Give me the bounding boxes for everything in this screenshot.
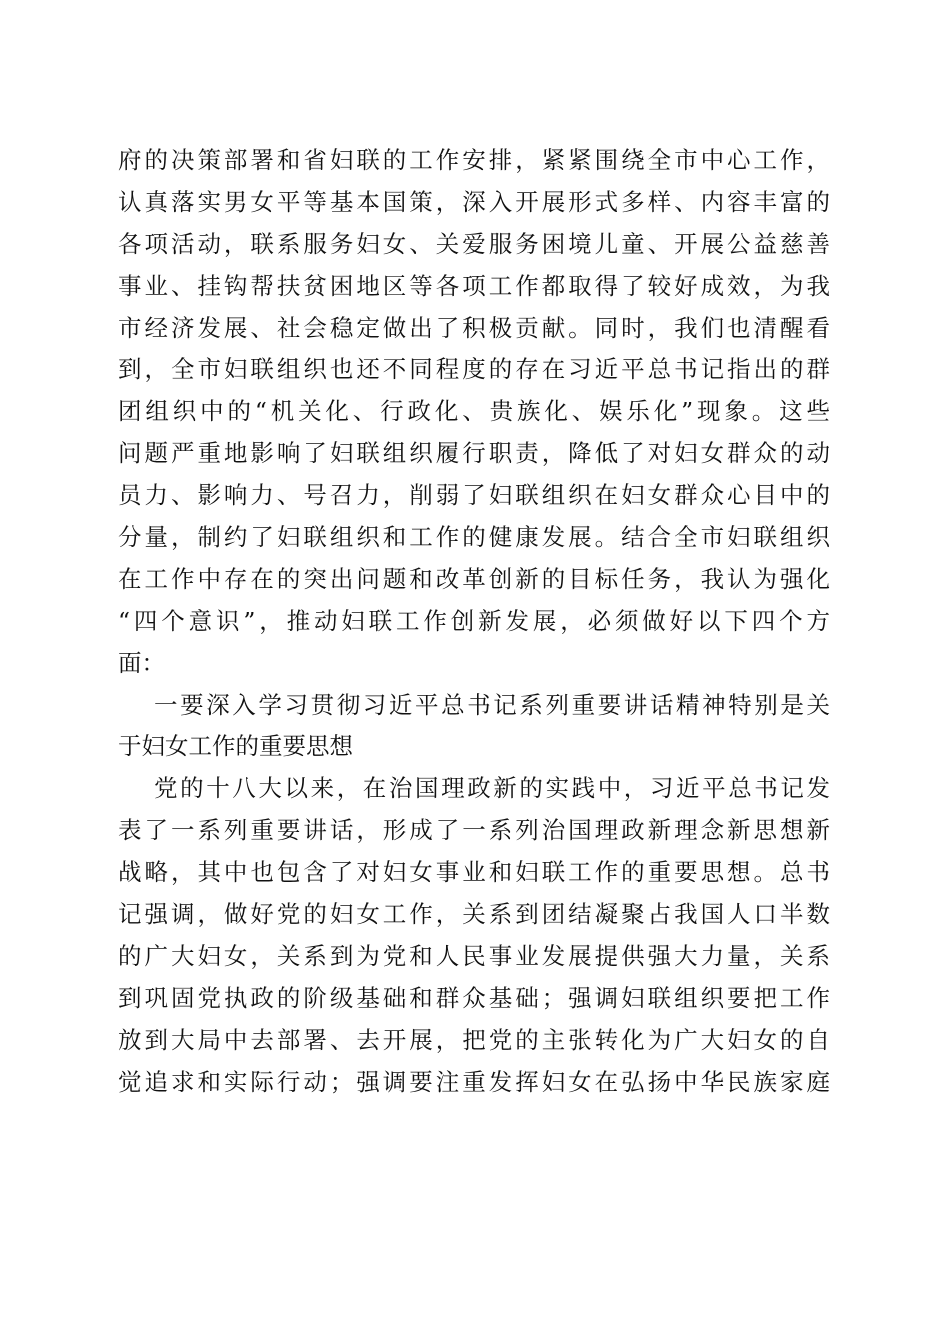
text-line: “四个意识”，推动妇联工作创新发展，必须做好以下四个方	[118, 606, 830, 635]
text-line: 到巩固党执政的阶级基础和群众基础；强调妇联组织要把工作	[118, 983, 830, 1012]
heading-line: 一要深入学习贯彻习近平总书记系列重要讲话精神特别是关	[154, 690, 830, 719]
text-line: 在工作中存在的突出问题和改革创新的目标任务，我认为强化	[118, 564, 830, 593]
text-line: 觉追求和实际行动；强调要注重发挥妇女在弘扬中华民族家庭	[118, 1067, 830, 1096]
text-line: 的广大妇女，关系到为党和人民事业发展提供强大力量，关系	[118, 941, 830, 970]
text-line: 表了一系列重要讲话，形成了一系列治国理政新理念新思想新	[118, 816, 830, 845]
paragraph	[118, 140, 830, 685]
text-line: 面：	[118, 648, 165, 677]
text-line: 认真落实男女平等基本国策，深入开展形式多样、内容丰富的	[118, 187, 830, 216]
text-line: 问题严重地影响了妇联组织履行职责，降低了对妇女群众的动	[118, 439, 830, 468]
paragraph	[118, 768, 830, 1103]
document-body	[118, 140, 830, 1103]
text-line: 记强调，做好党的妇女工作，关系到团结凝聚占我国人口半数	[118, 900, 830, 929]
text-line: 团组织中的“机关化、行政化、贵族化、娱乐化”现象。这些	[118, 397, 830, 426]
text-line: 府的决策部署和省妇联的工作安排，紧紧围绕全市中心工作，	[118, 146, 830, 174]
text-line: 各项活动，联系服务妇女、关爱服务困境儿童、开展公益慈善	[118, 229, 830, 258]
text-line: 市经济发展、社会稳定做出了积极贡献。同时，我们也清醒看	[118, 313, 830, 342]
heading-line: 于妇女工作的重要思想	[118, 732, 353, 761]
text-line: 战略，其中也包含了对妇女事业和妇联工作的重要思想。总书	[118, 858, 830, 887]
text-line: 党的十八大以来，在治国理政新的实践中，习近平总书记发	[154, 774, 830, 803]
text-line: 放到大局中去部署、去开展，把党的主张转化为广大妇女的自	[118, 1025, 830, 1054]
section-heading	[118, 685, 830, 769]
text-line: 员力、影响力、号召力，削弱了妇联组织在妇女群众心目中的	[118, 481, 830, 510]
text-line: 分量，制约了妇联组织和工作的健康发展。结合全市妇联组织	[118, 523, 830, 552]
text-line: 事业、挂钩帮扶贫困地区等各项工作都取得了较好成效，为我	[118, 271, 830, 300]
text-line: 到，全市妇联组织也还不同程度的存在习近平总书记指出的群	[118, 355, 830, 384]
